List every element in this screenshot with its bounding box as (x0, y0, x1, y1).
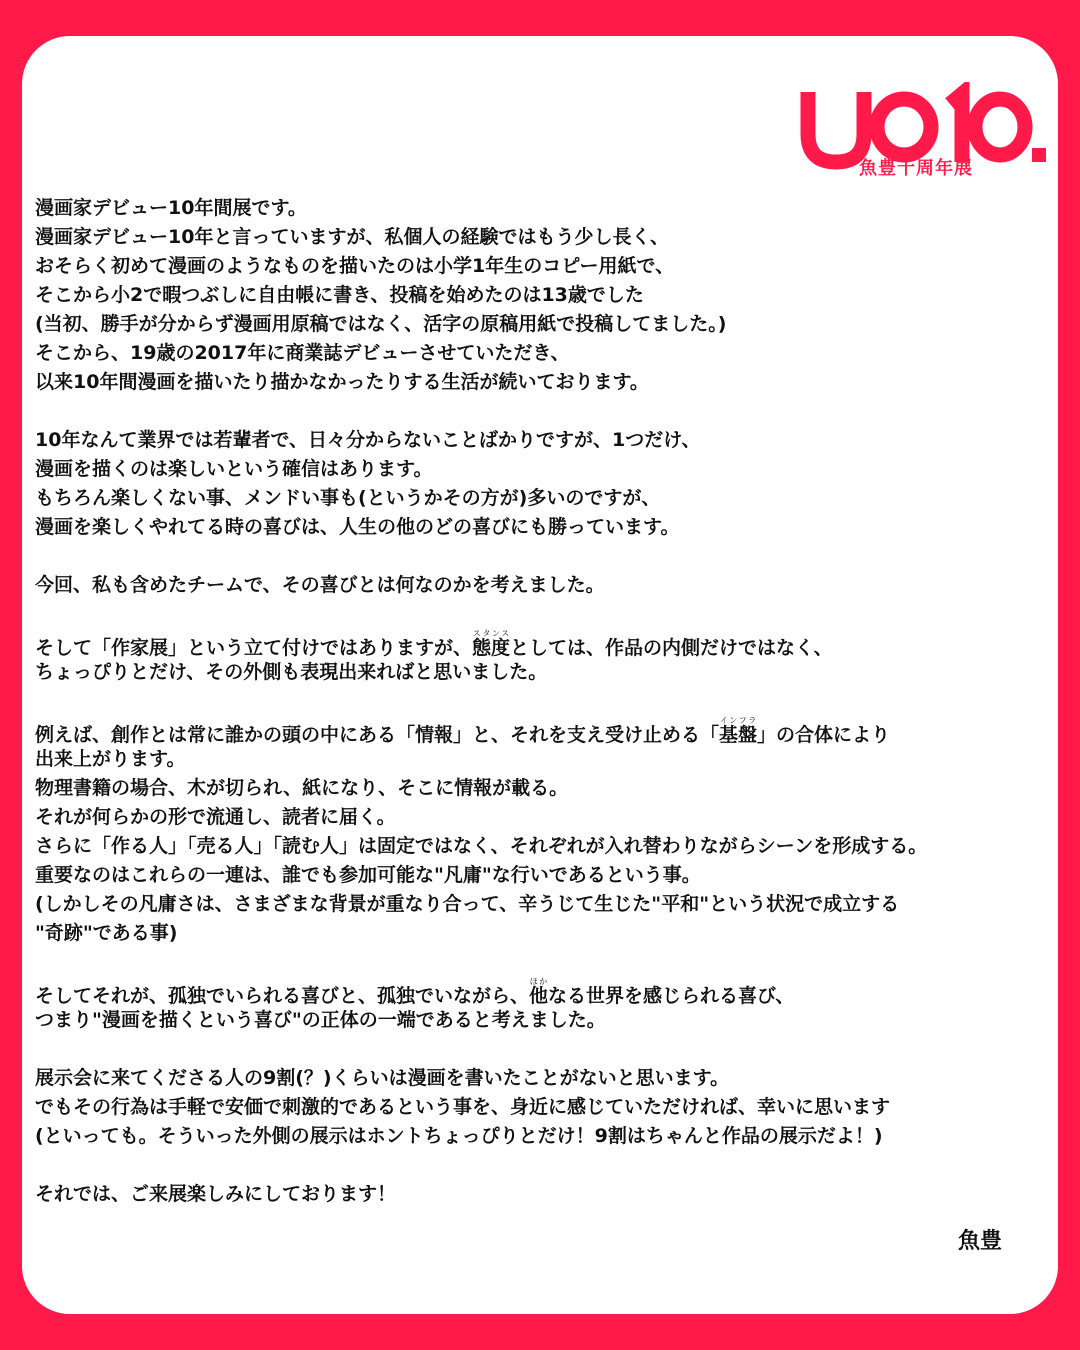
ruby-base: 態度 (472, 637, 511, 659)
text-line: でもその行為は手軽で安価で刺激的であるという事を、身近に感じていただければ、幸いに思います (35, 1096, 891, 1118)
paragraph-gap (35, 397, 1045, 426)
ruby-annotation (472, 629, 511, 659)
ruby-reading: スタンス (472, 629, 511, 638)
text-segment: としては、作品の内側だけではなく、 (510, 637, 833, 659)
text-segment: 例えば、創作とは常に誰かの頭の中にある「情報」と、それを支え受け止める「 (35, 724, 720, 746)
text-line: もちろん楽しくない事、メンドい事も(というかその方が)多いのですが、 (35, 487, 661, 509)
paragraph-gap (35, 948, 1045, 977)
text-line: さらに「作る人」「売る人」「読む人」は固定ではなく、それぞれが入れ替わりながらシーンを形成する。 (35, 835, 928, 857)
text-line: つまり"漫画を描くという喜び"の正体の一端であると考えました。 (35, 1009, 606, 1031)
paragraph-gap (35, 600, 1045, 629)
text-line: (当初、勝手が分からず漫画用原稿ではなく、活字の原稿用紙で投稿してました。) (35, 313, 727, 335)
text-line (35, 977, 1045, 1006)
text-line: 漫画を描くのは楽しいという確信はあります。 (35, 458, 433, 480)
message-body (35, 194, 1045, 1209)
text-line: おそらく初めて漫画のようなものを描いたのは小学1年生のコピー用紙で、 (35, 255, 675, 277)
text-line: 以来10年間漫画を描いたり描かなかったりする生活が続いております。 (35, 371, 649, 393)
ruby-base: 他 (529, 985, 549, 1007)
text-line: 漫画家デビュー10年間展です。 (35, 197, 307, 219)
text-line: それでは、ご来展楽しみにしております！ (35, 1183, 397, 1205)
text-line: それが何らかの形で流通し、読者に届く。 (35, 806, 396, 828)
text-segment: そして「作家展」という立て付けではありますが、 (35, 637, 473, 659)
author-signature: 魚豊 (957, 1229, 1002, 1254)
text-line: 重要なのはこれらの一連は、誰でも参加可能な"凡庸"な行いであるという事。 (35, 864, 701, 886)
paragraph-gap (35, 1035, 1045, 1064)
text-segment: 」の合体により (757, 724, 891, 746)
ruby-reading: インフラ (719, 716, 758, 725)
paragraph-gap (35, 687, 1045, 716)
text-segment: そしてそれが、孤独でいられる喜びと、孤独でいながら、 (35, 985, 530, 1007)
text-line: 漫画家デビュー10年と言っていますが、私個人の経験ではもう少し長く、 (35, 226, 670, 248)
ruby-annotation (719, 716, 758, 746)
ruby-annotation (529, 977, 549, 1007)
text-line: そこから小2で暇つぶしに自由帳に書き、投稿を始めたのは13歳でした (35, 284, 644, 306)
text-segment: なる世界を感じられる喜び、 (548, 985, 795, 1007)
text-line: (といっても。そういった外側の展示はホントちょっぴりとだけ！9割はちゃんと作品の展示だよ！) (35, 1125, 883, 1147)
ruby-base: 基盤 (719, 724, 758, 746)
text-line: そこから、19歳の2017年に商業誌デビューさせていただき、 (35, 342, 570, 364)
text-line: "奇跡"である事) (35, 922, 178, 944)
text-line (35, 629, 1045, 658)
text-line: ちょっぴりとだけ、その外側も表現出来ればと思いました。 (35, 661, 548, 683)
paragraph-gap (35, 1151, 1045, 1180)
logo-subtitle: 魚豊十周年展 (859, 158, 973, 179)
text-line: 今回、私も含めたチームで、その喜びとは何なのかを考えました。 (35, 574, 605, 596)
ruby-reading: ほか (529, 977, 549, 986)
paragraph-gap (35, 542, 1045, 571)
text-line: (しかしその凡庸さは、さまざまな背景が重なり合って、辛うじて生じた"平和"という状況で成立する (35, 893, 900, 915)
message-card (22, 36, 1058, 1314)
text-line: 漫画を楽しくやれてる時の喜びは、人生の他のどの喜びにも勝っています。 (35, 516, 680, 538)
text-line: 10年なんて業界では若輩者で、日々分からないことばかりですが、1つだけ、 (35, 429, 701, 451)
text-line: 出来上がります。 (35, 748, 186, 770)
text-line (35, 716, 1045, 745)
text-line: 展示会に来てくださる人の9割(？)くらいは漫画を書いたことがないと思います。 (35, 1067, 730, 1089)
text-line: 物理書籍の場合、木が切られ、紙になり、そこに情報が載る。 (35, 777, 569, 799)
